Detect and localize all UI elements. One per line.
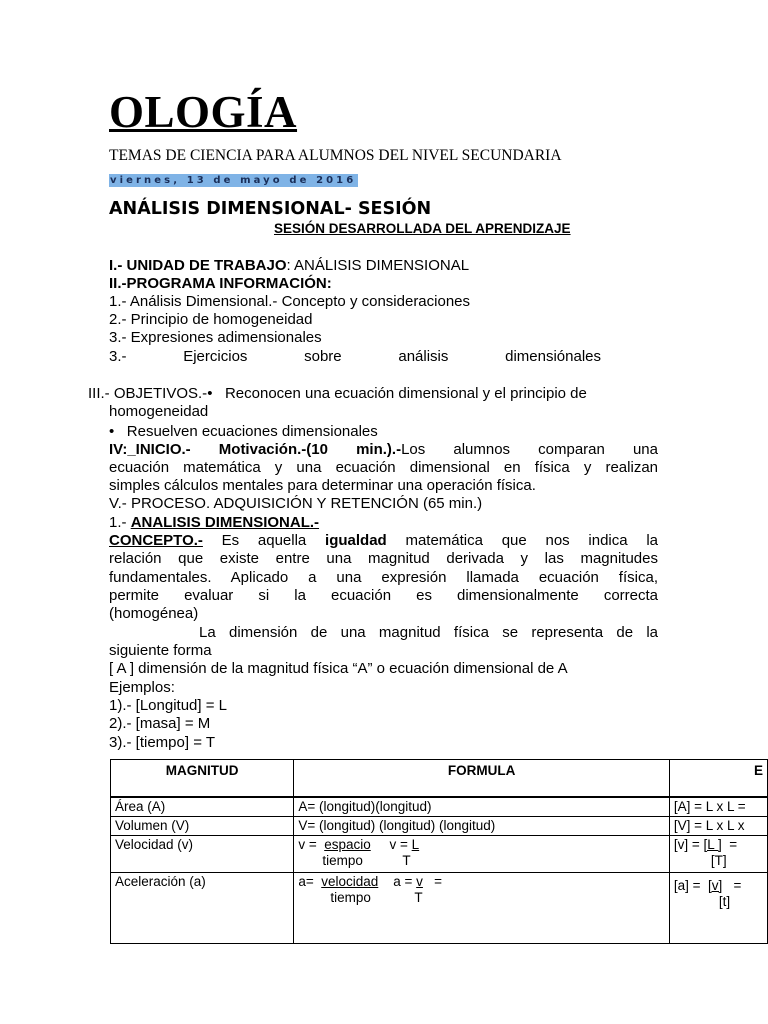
objetivo-item: homogeneidad bbox=[109, 403, 209, 420]
magnitudes-table bbox=[110, 759, 768, 944]
fraction-numerator: v bbox=[416, 874, 423, 889]
fraction-numerator: velocidad bbox=[321, 874, 379, 889]
programa-item: 3.- Ejercicios sobre análisis dimensiónales bbox=[109, 348, 601, 365]
header-formula: FORMULA bbox=[294, 760, 670, 798]
ejemplos-label: Ejemplos: bbox=[109, 679, 175, 696]
fraction-numerator: L bbox=[411, 837, 420, 852]
concepto-text: (homogénea) bbox=[109, 605, 199, 622]
objetivos-line bbox=[88, 385, 668, 403]
ejemplo-item: 1).- [Longitud] = L bbox=[109, 697, 227, 714]
post-heading[interactable]: ANÁLISIS DIMENSIONAL- SESIÓN bbox=[109, 199, 432, 219]
header-magnitud: MAGNITUD bbox=[111, 760, 294, 798]
concepto-line bbox=[109, 532, 658, 550]
unidad-label: I.- UNIDAD DE TRABAJO bbox=[109, 257, 287, 274]
concepto-text: relación que existe entre una magnitud derivada y las magnitudes bbox=[109, 550, 658, 567]
analisis-line bbox=[109, 514, 658, 532]
concepto-text: fundamentales. Aplicado a una expresión llamada ecuación física, bbox=[109, 569, 658, 586]
programa-item: 1.- Análisis Dimensional.- Concepto y consideraciones bbox=[109, 293, 471, 310]
table-row bbox=[111, 817, 768, 836]
cell-ecuacion: [a] = [v] = [t] bbox=[669, 873, 767, 944]
fraction-numerator: espacio bbox=[324, 837, 371, 852]
objetivo-item: Reconocen una ecuación dimensional y el principio de bbox=[224, 385, 587, 402]
post-date: viernes, 13 de mayo de 2016 bbox=[110, 175, 357, 186]
cell-ecuacion: [V] = L x L x bbox=[669, 817, 767, 836]
concepto-text: permite evaluar si la ecuación es dimensionalmente correcta bbox=[109, 587, 658, 604]
cell-magnitud: Volumen (V) bbox=[111, 817, 294, 836]
cell-magnitud: Área (A) bbox=[111, 797, 294, 817]
cell-formula: v = espacio v = L tiempo T bbox=[294, 836, 670, 873]
header-ecuacion: E bbox=[669, 760, 767, 798]
inicio-label: IV:_INICIO.- Motivación.-(10 min.).- bbox=[109, 441, 402, 458]
ejemplo-item: 3).- [tiempo] = T bbox=[109, 734, 216, 751]
objetivo-line bbox=[109, 423, 658, 441]
table-row bbox=[111, 836, 768, 873]
blog-subtitle: TEMAS DE CIENCIA PARA ALUMNOS DEL NIVEL SECUNDARIA bbox=[109, 147, 562, 164]
programa-item: 2.- Principio de homogeneidad bbox=[109, 311, 313, 328]
bullet-icon: • bbox=[109, 423, 115, 440]
inicio-text: Los alumnos comparan una bbox=[401, 441, 658, 458]
cell-magnitud: Velocidad (v) bbox=[111, 836, 294, 873]
unidad-line bbox=[109, 257, 658, 275]
concepto-text: matemática que nos indica la bbox=[405, 532, 659, 549]
unidad-value: : ANÁLISIS DIMENSIONAL bbox=[286, 257, 470, 274]
objetivo-item: Resuelven ecuaciones dimensionales bbox=[126, 423, 378, 440]
objetivos-label: III.- OBJETIVOS.- bbox=[88, 385, 208, 402]
concepto-text: Es aquella bbox=[221, 532, 307, 549]
inicio-text: ecuación matemática y una ecuación dimensional en física y realizan bbox=[109, 459, 658, 476]
proceso-heading: V.- PROCESO. ADQUISICIÓN Y RETENCIÓN (65 min.) bbox=[109, 495, 483, 512]
analisis-prefix: 1.- bbox=[109, 514, 127, 531]
inicio-text: simples cálculos mentales para determinar una operación física. bbox=[109, 477, 536, 494]
table-header-row bbox=[111, 760, 768, 798]
blog-title[interactable]: OLOGÍA bbox=[109, 87, 298, 137]
cell-formula: A= (longitud)(longitud) bbox=[294, 797, 670, 817]
session-heading: SESIÓN DESARROLLADA DEL APRENDIZAJE bbox=[274, 221, 571, 236]
fraction-denominator: [t] bbox=[718, 894, 731, 909]
bullet-icon: • bbox=[207, 385, 213, 402]
fraction-denominator: [T] bbox=[710, 853, 727, 868]
inicio-line bbox=[109, 441, 658, 459]
programa-item: 3.- Expresiones adimensionales bbox=[109, 329, 322, 346]
cell-formula: V= (longitud) (longitud) (longitud) bbox=[294, 817, 670, 836]
notation-text: [ A ] dimensión de la magnitud física “A” o ecuación dimensional de A bbox=[109, 660, 568, 677]
dimension-text: siguiente forma bbox=[109, 642, 212, 659]
concepto-bold: igualdad bbox=[325, 532, 387, 549]
programa-label: II.-PROGRAMA INFORMACIÓN: bbox=[109, 275, 332, 292]
table-row bbox=[111, 797, 768, 817]
cell-magnitud: Aceleración (a) bbox=[111, 873, 294, 944]
concepto-label: CONCEPTO.- bbox=[109, 532, 203, 549]
cell-ecuacion: [v] = [L ] = [T] bbox=[669, 836, 767, 873]
fraction-denominator: tiempo T bbox=[322, 853, 411, 868]
cell-formula: a= velocidad a = v = tiempo T bbox=[294, 873, 670, 944]
dimension-text: La dimensión de una magnitud física se representa de la bbox=[199, 624, 658, 641]
table-row bbox=[111, 873, 768, 944]
ejemplo-item: 2).- [masa] = M bbox=[109, 715, 211, 732]
analisis-label: ANALISIS DIMENSIONAL.- bbox=[130, 514, 320, 531]
fraction-denominator: tiempo T bbox=[330, 890, 423, 905]
cell-ecuacion: [A] = L x L = bbox=[669, 797, 767, 817]
